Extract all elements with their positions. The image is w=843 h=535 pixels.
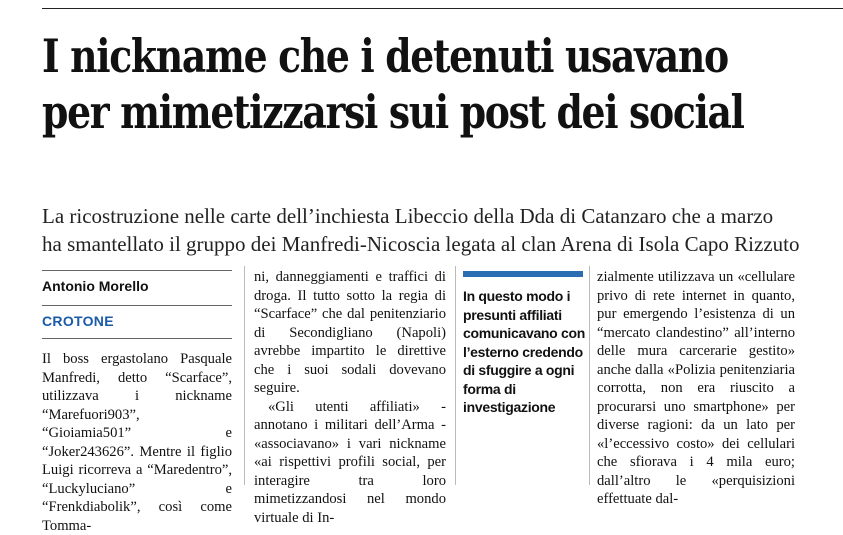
author-byline: Antonio Morello <box>42 278 149 294</box>
article-paragraph: ni, danneggiamenti e traffici di droga. Il tutto sotto la regia di “Scarface” che dal penitenziario di Secondigliano (Napoli) avrebbe impartito le direttive che i suoi sodali dovevano seguire. <box>254 269 446 396</box>
pullquote-accent-bar <box>463 271 583 277</box>
column-divider <box>455 266 456 485</box>
column-divider <box>244 266 245 485</box>
column-divider <box>589 266 590 485</box>
headline-line-1: I nickname che i detenuti usavano <box>42 29 728 83</box>
headline-line-2: per mimetizzarsi sui post dei social <box>42 85 744 139</box>
subhead <box>42 202 843 258</box>
pullquote: In questo modo i presunti affiliati comunicavano con l’esterno credendo di sfuggire a ogni forma di investigazione <box>463 288 586 415</box>
article-column-4 <box>597 268 795 509</box>
article-paragraph: Il boss ergastolano Pasquale Manfredi, detto “Scarface”, utilizzava i nickname “Marefuori903”, “Gioiamia501” e “Joker243626”. Mentre il figlio Luigi ricorreva a “Maredentro”, “Luckyluciano” e “Frenkdiabolik”, così come Tomma- <box>42 351 232 534</box>
byline-top-rule <box>42 270 232 271</box>
article-column-2 <box>254 268 446 527</box>
article-paragraph: zialmente utilizzava un «cellulare privo di rete internet in quanto, pur emergendo l’esistenza di un “mercato clandestino” all’interno delle mura carcerarie gestito» anche dalla «Polizia penitenziaria corrotta, non era riuscito a procurarsi uno smartphone» per diverse ragioni: da un lato per «l’eccessivo costo» dei cellulari che sfiorava i 4 mila euro; dall’altro le «perquisizioni effettuate dal- <box>597 269 795 507</box>
article-paragraph: «Gli utenti affiliati» - annotano i militari dell’Arma - «associavano» i vari nickname «ai rispettivi profili social, per interagire tra loro mimetizzandosi nel mondo virtuale di In- <box>254 398 446 526</box>
top-rule <box>42 8 843 9</box>
article-column-1 <box>42 350 232 535</box>
section-bottom-rule <box>42 338 232 339</box>
section-label: CROTONE <box>42 313 114 329</box>
headline <box>42 28 744 140</box>
byline-divider <box>42 305 232 306</box>
subhead-line-2: ha smantellato il gruppo dei Manfredi-Nicoscia legata al clan Arena di Isola Capo Rizzuto <box>42 232 800 256</box>
subhead-line-1: La ricostruzione nelle carte dell’inchiesta Libeccio della Dda di Catanzaro che a marzo <box>42 204 774 228</box>
